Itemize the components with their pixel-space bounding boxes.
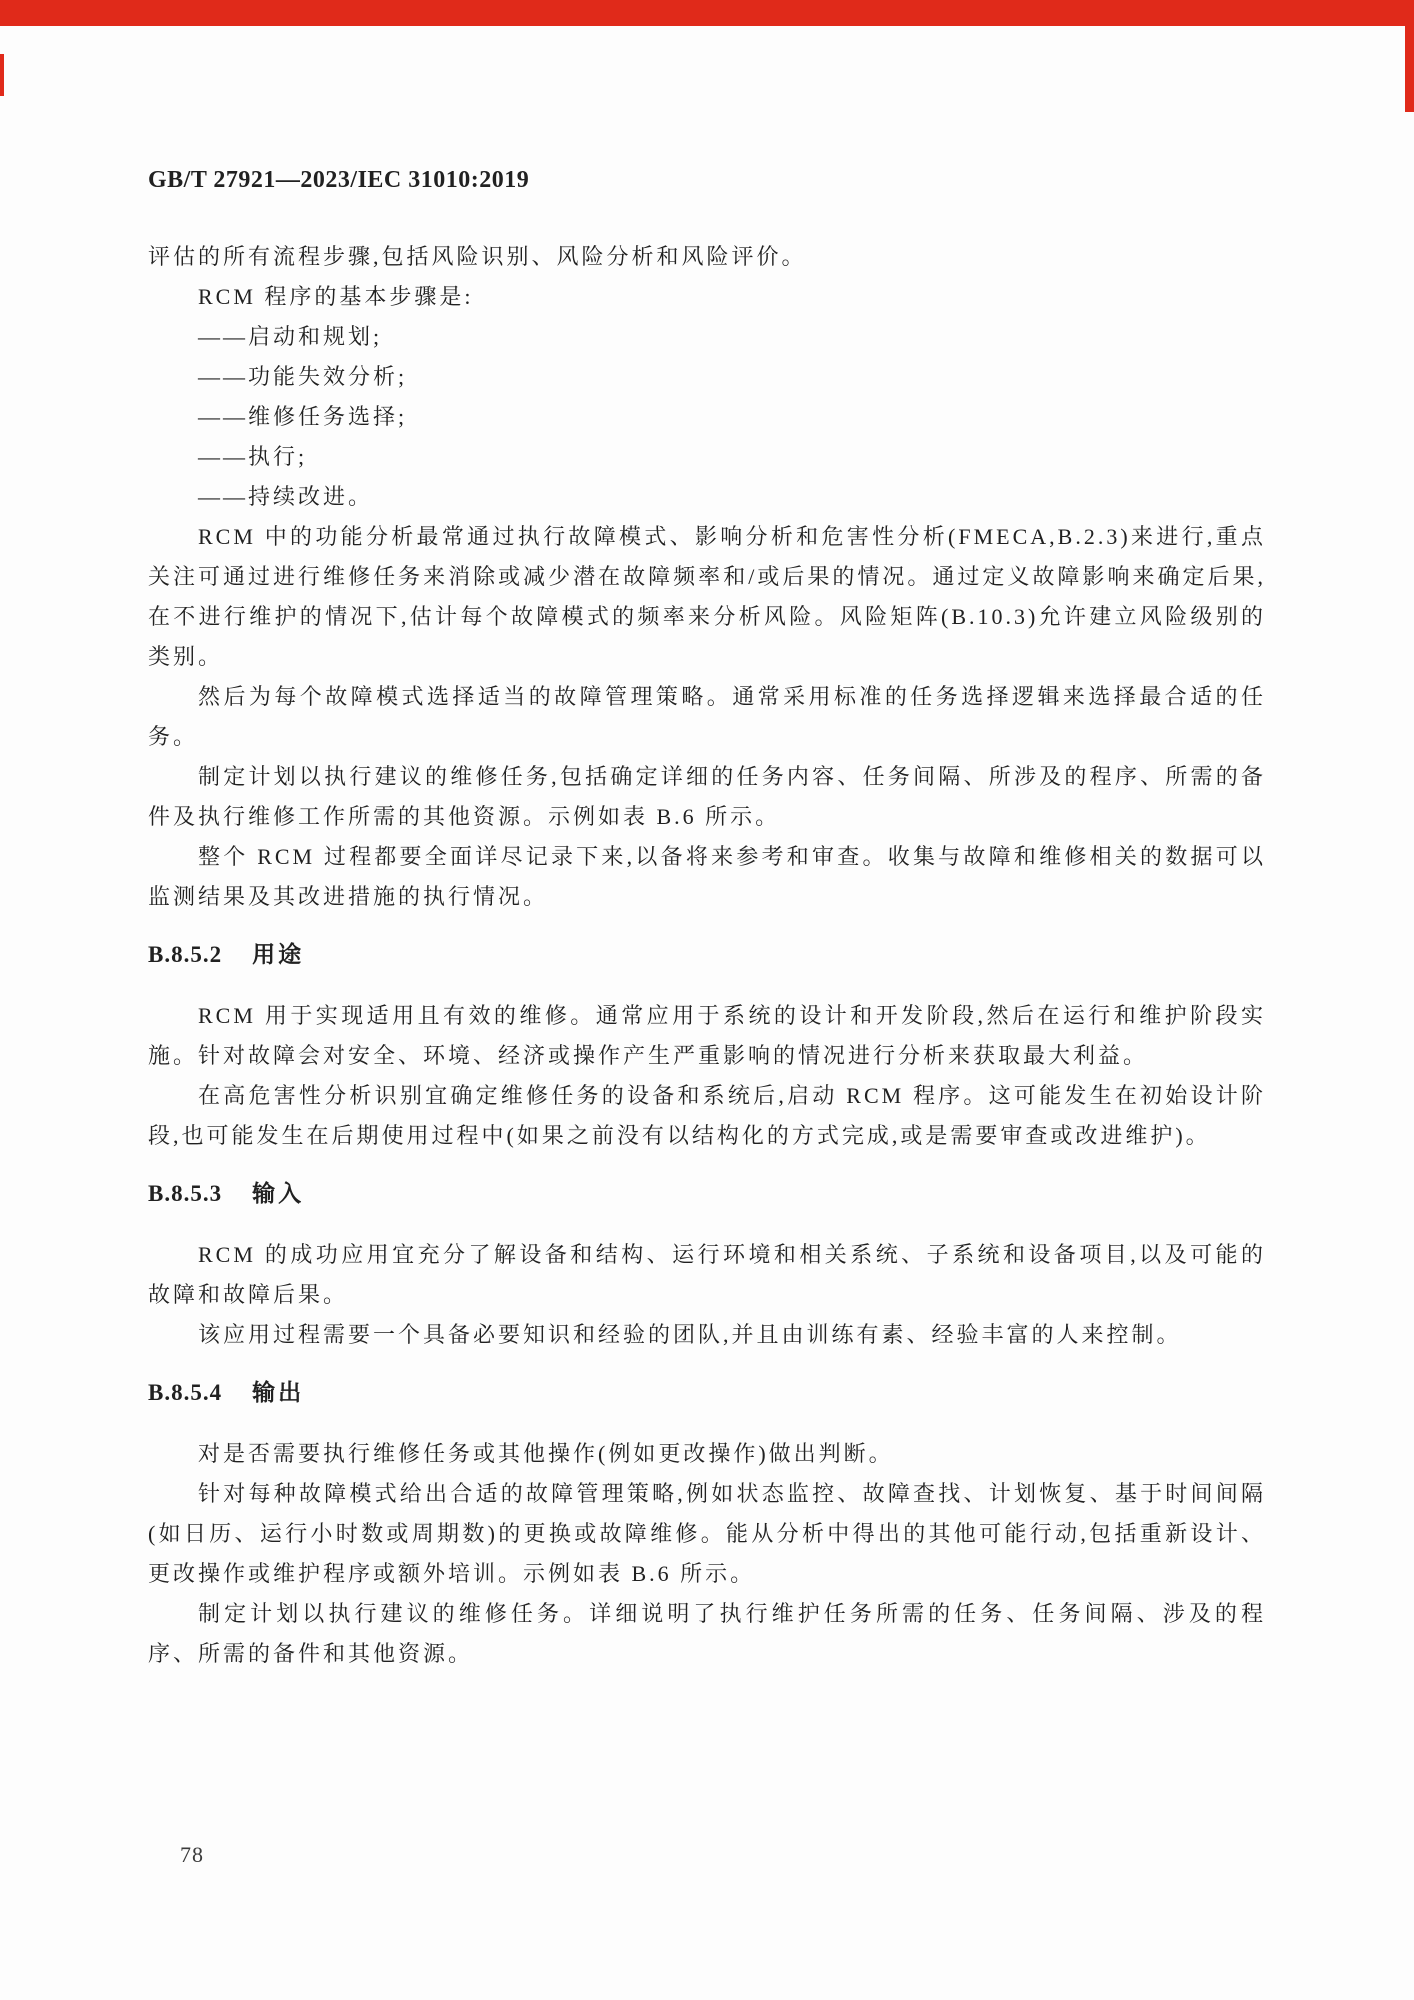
paragraph: 制定计划以执行建议的维修任务。详细说明了执行维护任务所需的任务、任务间隔、涉及的程序、所需的备件和其他资源。 — [148, 1601, 1266, 1666]
standard-number-header: GB/T 27921—2023/IEC 31010:2019 — [148, 167, 530, 193]
page-content — [148, 165, 1266, 1674]
list-item: ——执行; — [198, 444, 308, 469]
section-number: B.8.5.4 — [148, 1380, 223, 1405]
page-number: 78 — [180, 1842, 204, 1867]
paragraph: 评估的所有流程步骤,包括风险识别、风险分析和风险评价。 — [148, 244, 807, 269]
paragraph: 整个 RCM 过程都要全面详尽记录下来,以备将来参考和审查。收集与故障和维修相关的数据可以监测结果及其改进措施的执行情况。 — [148, 844, 1266, 909]
document-body — [148, 237, 1266, 1674]
section-heading — [148, 1372, 1266, 1413]
section-title: 输入 — [252, 1180, 305, 1206]
list-item: ——持续改进。 — [198, 484, 374, 509]
paragraph: RCM 用于实现适用且有效的维修。通常应用于系统的设计和开发阶段,然后在运行和维护阶段实施。针对故障会对安全、环境、经济或操作产生严重影响的情况进行分析来获取最大利益。 — [148, 1003, 1266, 1068]
paragraph: RCM 的成功应用宜充分了解设备和结构、运行环境和相关系统、子系统和设备项目,以及可能的故障和故障后果。 — [148, 1242, 1266, 1307]
paragraph: 然后为每个故障模式选择适当的故障管理策略。通常采用标准的任务选择逻辑来选择最合适的任务。 — [148, 684, 1266, 749]
list-item: ——维修任务选择; — [198, 404, 408, 429]
paragraph: 对是否需要执行维修任务或其他操作(例如更改操作)做出判断。 — [198, 1441, 894, 1466]
paragraph: 在高危害性分析识别宜确定维修任务的设备和系统后,启动 RCM 程序。这可能发生在初始设计阶段,也可能发生在后期使用过程中(如果之前没有以结构化的方式完成,或是需要审查或改进维护)。 — [148, 1083, 1266, 1148]
paragraph: 针对每种故障模式给出合适的故障管理策略,例如状态监控、故障查找、计划恢复、基于时间间隔(如日历、运行小时数或周期数)的更换或故障维修。能从分析中得出的其他可能行动,包括重新设计、更改操作或维护程序或额外培训。示例如表 B.6 所示。 — [148, 1481, 1266, 1586]
section-heading — [148, 1173, 1266, 1214]
paragraph: RCM 程序的基本步骤是: — [198, 284, 474, 309]
section-heading — [148, 934, 1266, 975]
paragraph: 该应用过程需要一个具备必要知识和经验的团队,并且由训练有素、经验丰富的人来控制。 — [198, 1322, 1182, 1347]
section-title: 用途 — [252, 941, 305, 967]
scan-edge-left — [0, 54, 4, 96]
list-item: ——启动和规划; — [198, 324, 383, 349]
scan-edge-top — [0, 0, 1414, 26]
scan-edge-right — [1405, 24, 1414, 112]
paragraph: RCM 中的功能分析最常通过执行故障模式、影响分析和危害性分析(FMECA,B.2.3)来进行,重点关注可通过进行维修任务来消除或减少潜在故障频率和/或后果的情况。通过定义故障影响来确定后果,在不进行维护的情况下,估计每个故障模式的频率来分析风险。风险矩阵(B.10.3)允许建立风险级别的类别。 — [148, 524, 1266, 669]
section-title: 输出 — [252, 1379, 305, 1405]
section-number: B.8.5.2 — [148, 942, 223, 967]
paragraph: 制定计划以执行建议的维修任务,包括确定详细的任务内容、任务间隔、所涉及的程序、所需的备件及执行维修工作所需的其他资源。示例如表 B.6 所示。 — [148, 764, 1266, 829]
section-number: B.8.5.3 — [148, 1181, 223, 1206]
list-item: ——功能失效分析; — [198, 364, 408, 389]
